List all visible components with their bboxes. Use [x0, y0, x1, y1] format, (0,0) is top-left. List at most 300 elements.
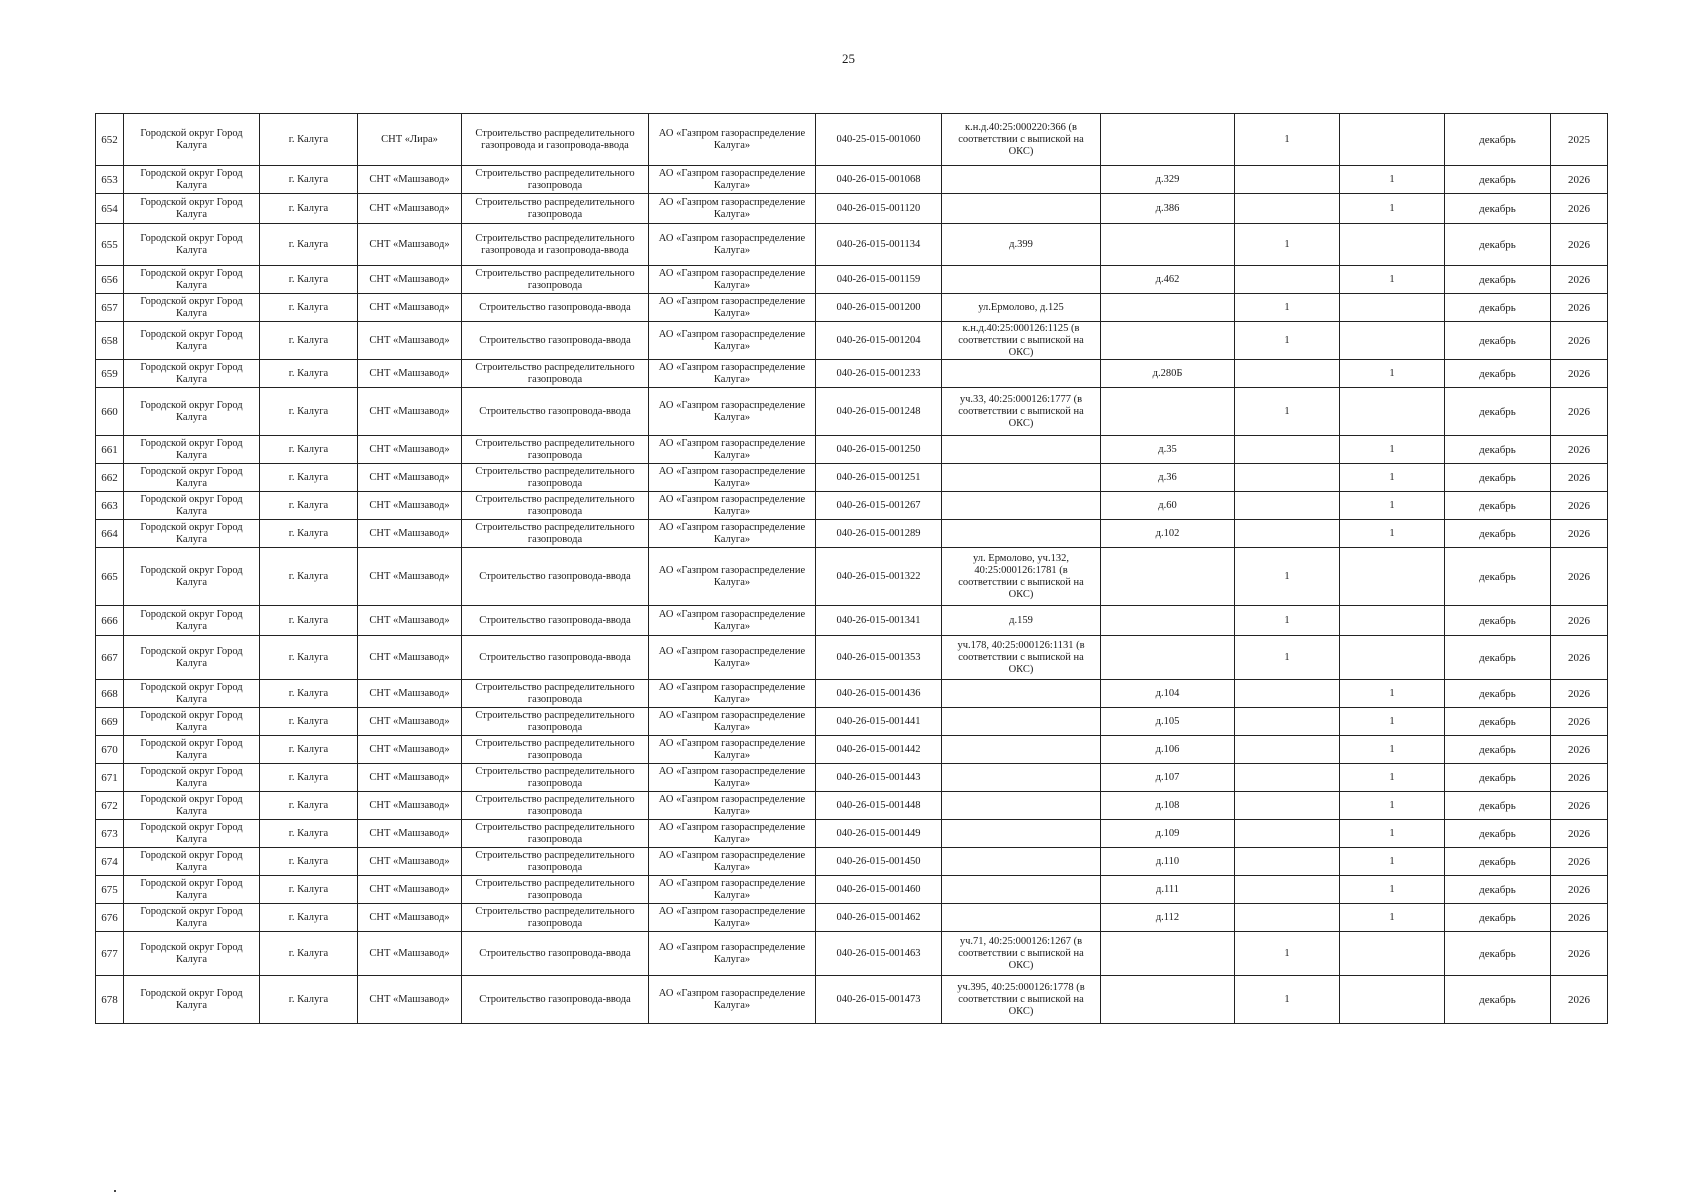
month-cell: декабрь [1445, 194, 1551, 224]
code-cell: 040-26-015-001322 [816, 548, 942, 606]
row-number: 653 [96, 166, 124, 194]
snt-cell: СНТ «Машзавод» [358, 492, 462, 520]
address-cell: уч.178, 40:25:000126:1131 (в соответствии с выпиской на ОКС) [942, 636, 1101, 680]
district-cell: Городской округ Город Калуга [124, 792, 260, 820]
count-inlet-cell [1235, 360, 1340, 388]
table-row [96, 876, 1608, 904]
code-cell: 040-26-015-001473 [816, 976, 942, 1024]
address-cell [942, 436, 1101, 464]
district-cell: Городской округ Город Калуга [124, 636, 260, 680]
count-inlet-cell [1235, 680, 1340, 708]
address-cell [942, 520, 1101, 548]
city-cell: г. Калуга [260, 636, 358, 680]
city-cell: г. Калуга [260, 764, 358, 792]
row-number: 652 [96, 114, 124, 166]
month-cell: декабрь [1445, 492, 1551, 520]
count-inlet-cell [1235, 166, 1340, 194]
house-cell: д.329 [1101, 166, 1235, 194]
count-inlet-cell [1235, 820, 1340, 848]
code-cell: 040-26-015-001250 [816, 436, 942, 464]
code-cell: 040-26-015-001134 [816, 224, 942, 266]
row-number: 668 [96, 680, 124, 708]
month-cell: декабрь [1445, 876, 1551, 904]
snt-cell: СНТ «Машзавод» [358, 294, 462, 322]
district-cell: Городской округ Город Калуга [124, 932, 260, 976]
district-cell: Городской округ Город Калуга [124, 194, 260, 224]
month-cell: декабрь [1445, 166, 1551, 194]
code-cell: 040-26-015-001233 [816, 360, 942, 388]
year-cell: 2026 [1551, 266, 1608, 294]
row-number: 669 [96, 708, 124, 736]
organization-cell: АО «Газпром газораспределение Калуга» [649, 294, 816, 322]
code-cell: 040-26-015-001462 [816, 904, 942, 932]
count-distribution-cell: 1 [1340, 492, 1445, 520]
table-row [96, 792, 1608, 820]
district-cell: Городской округ Город Калуга [124, 388, 260, 436]
address-cell [942, 820, 1101, 848]
count-inlet-cell [1235, 876, 1340, 904]
count-inlet-cell [1235, 520, 1340, 548]
count-inlet-cell: 1 [1235, 636, 1340, 680]
city-cell: г. Калуга [260, 520, 358, 548]
year-cell: 2026 [1551, 606, 1608, 636]
row-number: 655 [96, 224, 124, 266]
house-cell [1101, 294, 1235, 322]
work-type-cell: Строительство газопровода-ввода [462, 294, 649, 322]
row-number: 674 [96, 848, 124, 876]
city-cell: г. Калуга [260, 322, 358, 360]
organization-cell: АО «Газпром газораспределение Калуга» [649, 636, 816, 680]
district-cell: Городской округ Город Калуга [124, 976, 260, 1024]
city-cell: г. Калуга [260, 492, 358, 520]
work-type-cell: Строительство распределительного газопровода [462, 680, 649, 708]
table-row [96, 194, 1608, 224]
code-cell: 040-26-015-001248 [816, 388, 942, 436]
scan-dot [114, 1190, 116, 1192]
organization-cell: АО «Газпром газораспределение Калуга» [649, 464, 816, 492]
row-number: 658 [96, 322, 124, 360]
month-cell: декабрь [1445, 606, 1551, 636]
month-cell: декабрь [1445, 636, 1551, 680]
work-type-cell: Строительство газопровода-ввода [462, 636, 649, 680]
organization-cell: АО «Газпром газораспределение Калуга» [649, 764, 816, 792]
organization-cell: АО «Газпром газораспределение Калуга» [649, 224, 816, 266]
work-type-cell: Строительство распределительного газопровода [462, 876, 649, 904]
address-cell: д.399 [942, 224, 1101, 266]
house-cell: д.112 [1101, 904, 1235, 932]
month-cell: декабрь [1445, 764, 1551, 792]
address-cell [942, 904, 1101, 932]
year-cell: 2026 [1551, 764, 1608, 792]
city-cell: г. Калуга [260, 464, 358, 492]
code-cell: 040-26-015-001449 [816, 820, 942, 848]
year-cell: 2026 [1551, 294, 1608, 322]
code-cell: 040-26-015-001442 [816, 736, 942, 764]
address-cell [942, 792, 1101, 820]
table-row [96, 636, 1608, 680]
row-number: 656 [96, 266, 124, 294]
table-row [96, 464, 1608, 492]
district-cell: Городской округ Город Калуга [124, 114, 260, 166]
month-cell: декабрь [1445, 224, 1551, 266]
address-cell: уч.71, 40:25:000126:1267 (в соответствии с выпиской на ОКС) [942, 932, 1101, 976]
work-type-cell: Строительство распределительного газопровода [462, 360, 649, 388]
count-inlet-cell: 1 [1235, 606, 1340, 636]
table-row [96, 820, 1608, 848]
work-type-cell: Строительство распределительного газопровода [462, 266, 649, 294]
year-cell: 2026 [1551, 904, 1608, 932]
count-inlet-cell [1235, 436, 1340, 464]
city-cell: г. Калуга [260, 976, 358, 1024]
code-cell: 040-26-015-001251 [816, 464, 942, 492]
count-distribution-cell: 1 [1340, 792, 1445, 820]
district-cell: Городской округ Город Калуга [124, 548, 260, 606]
house-cell: д.280Б [1101, 360, 1235, 388]
year-cell: 2026 [1551, 194, 1608, 224]
count-distribution-cell: 1 [1340, 764, 1445, 792]
snt-cell: СНТ «Машзавод» [358, 764, 462, 792]
month-cell: декабрь [1445, 848, 1551, 876]
table-row [96, 166, 1608, 194]
row-number: 664 [96, 520, 124, 548]
district-cell: Городской округ Город Калуга [124, 876, 260, 904]
house-cell [1101, 224, 1235, 266]
snt-cell: СНТ «Машзавод» [358, 680, 462, 708]
month-cell: декабрь [1445, 464, 1551, 492]
table-row [96, 680, 1608, 708]
table-row [96, 708, 1608, 736]
organization-cell: АО «Газпром газораспределение Калуга» [649, 792, 816, 820]
year-cell: 2026 [1551, 520, 1608, 548]
address-cell: д.159 [942, 606, 1101, 636]
house-cell: д.462 [1101, 266, 1235, 294]
district-cell: Городской округ Город Калуга [124, 904, 260, 932]
snt-cell: СНТ «Лира» [358, 114, 462, 166]
city-cell: г. Калуга [260, 166, 358, 194]
house-cell [1101, 548, 1235, 606]
code-cell: 040-26-015-001204 [816, 322, 942, 360]
address-cell [942, 708, 1101, 736]
snt-cell: СНТ «Машзавод» [358, 224, 462, 266]
year-cell: 2026 [1551, 436, 1608, 464]
month-cell: декабрь [1445, 360, 1551, 388]
city-cell: г. Калуга [260, 932, 358, 976]
month-cell: декабрь [1445, 792, 1551, 820]
table-row [96, 848, 1608, 876]
address-cell [942, 266, 1101, 294]
organization-cell: АО «Газпром газораспределение Калуга» [649, 848, 816, 876]
house-cell [1101, 932, 1235, 976]
work-type-cell: Строительство распределительного газопровода [462, 764, 649, 792]
work-type-cell: Строительство распределительного газопровода [462, 520, 649, 548]
code-cell: 040-26-015-001289 [816, 520, 942, 548]
house-cell: д.108 [1101, 792, 1235, 820]
snt-cell: СНТ «Машзавод» [358, 266, 462, 294]
year-cell: 2026 [1551, 680, 1608, 708]
table-row [96, 114, 1608, 166]
table-row [96, 436, 1608, 464]
district-cell: Городской округ Город Калуга [124, 166, 260, 194]
row-number: 667 [96, 636, 124, 680]
organization-cell: АО «Газпром газораспределение Калуга» [649, 680, 816, 708]
count-distribution-cell [1340, 388, 1445, 436]
city-cell: г. Калуга [260, 736, 358, 764]
house-cell: д.60 [1101, 492, 1235, 520]
address-cell [942, 492, 1101, 520]
count-inlet-cell [1235, 266, 1340, 294]
house-cell [1101, 606, 1235, 636]
district-cell: Городской округ Город Калуга [124, 820, 260, 848]
year-cell: 2026 [1551, 976, 1608, 1024]
code-cell: 040-26-015-001441 [816, 708, 942, 736]
month-cell: декабрь [1445, 548, 1551, 606]
count-distribution-cell [1340, 548, 1445, 606]
year-cell: 2026 [1551, 932, 1608, 976]
district-cell: Городской округ Город Калуга [124, 736, 260, 764]
work-type-cell: Строительство газопровода-ввода [462, 932, 649, 976]
house-cell [1101, 636, 1235, 680]
year-cell: 2026 [1551, 464, 1608, 492]
code-cell: 040-26-015-001436 [816, 680, 942, 708]
code-cell: 040-26-015-001460 [816, 876, 942, 904]
snt-cell: СНТ «Машзавод» [358, 976, 462, 1024]
house-cell: д.105 [1101, 708, 1235, 736]
district-cell: Городской округ Город Калуга [124, 360, 260, 388]
city-cell: г. Калуга [260, 436, 358, 464]
row-number: 662 [96, 464, 124, 492]
table-row [96, 294, 1608, 322]
table-row [96, 548, 1608, 606]
district-cell: Городской округ Город Калуга [124, 224, 260, 266]
address-cell [942, 194, 1101, 224]
district-cell: Городской округ Город Калуга [124, 436, 260, 464]
count-distribution-cell: 1 [1340, 436, 1445, 464]
work-type-cell: Строительство газопровода-ввода [462, 322, 649, 360]
month-cell: декабрь [1445, 820, 1551, 848]
count-distribution-cell [1340, 322, 1445, 360]
count-distribution-cell: 1 [1340, 876, 1445, 904]
district-cell: Городской округ Город Калуга [124, 266, 260, 294]
organization-cell: АО «Газпром газораспределение Калуга» [649, 976, 816, 1024]
work-type-cell: Строительство распределительного газопровода [462, 436, 649, 464]
house-cell: д.111 [1101, 876, 1235, 904]
organization-cell: АО «Газпром газораспределение Калуга» [649, 606, 816, 636]
house-cell: д.109 [1101, 820, 1235, 848]
work-type-cell: Строительство распределительного газопровода [462, 492, 649, 520]
city-cell: г. Калуга [260, 294, 358, 322]
district-cell: Городской округ Город Калуга [124, 520, 260, 548]
row-number: 671 [96, 764, 124, 792]
district-cell: Городской округ Город Калуга [124, 464, 260, 492]
organization-cell: АО «Газпром газораспределение Калуга» [649, 520, 816, 548]
year-cell: 2026 [1551, 820, 1608, 848]
year-cell: 2026 [1551, 166, 1608, 194]
count-inlet-cell: 1 [1235, 932, 1340, 976]
city-cell: г. Калуга [260, 904, 358, 932]
count-inlet-cell [1235, 764, 1340, 792]
work-type-cell: Строительство распределительного газопровода и газопровода-ввода [462, 114, 649, 166]
year-cell: 2026 [1551, 322, 1608, 360]
address-cell: к.н.д.40:25:000126:1125 (в соответствии с выпиской на ОКС) [942, 322, 1101, 360]
address-cell [942, 876, 1101, 904]
month-cell: декабрь [1445, 708, 1551, 736]
snt-cell: СНТ «Машзавод» [358, 708, 462, 736]
work-type-cell: Строительство газопровода-ввода [462, 388, 649, 436]
organization-cell: АО «Газпром газораспределение Калуга» [649, 708, 816, 736]
address-cell [942, 764, 1101, 792]
count-inlet-cell [1235, 464, 1340, 492]
count-distribution-cell [1340, 606, 1445, 636]
snt-cell: СНТ «Машзавод» [358, 322, 462, 360]
address-cell [942, 360, 1101, 388]
snt-cell: СНТ «Машзавод» [358, 932, 462, 976]
organization-cell: АО «Газпром газораспределение Калуга» [649, 194, 816, 224]
organization-cell: АО «Газпром газораспределение Калуга» [649, 492, 816, 520]
row-number: 670 [96, 736, 124, 764]
row-number: 665 [96, 548, 124, 606]
organization-cell: АО «Газпром газораспределение Калуга» [649, 266, 816, 294]
address-cell [942, 166, 1101, 194]
year-cell: 2026 [1551, 224, 1608, 266]
city-cell: г. Калуга [260, 548, 358, 606]
work-type-cell: Строительство распределительного газопровода [462, 464, 649, 492]
month-cell: декабрь [1445, 932, 1551, 976]
city-cell: г. Калуга [260, 266, 358, 294]
code-cell: 040-26-015-001267 [816, 492, 942, 520]
count-distribution-cell [1340, 114, 1445, 166]
organization-cell: АО «Газпром газораспределение Калуга» [649, 876, 816, 904]
table-row [96, 266, 1608, 294]
count-distribution-cell: 1 [1340, 904, 1445, 932]
address-cell: ул. Ермолово, уч.132, 40:25:000126:1781 (в соответствии с выпиской на ОКС) [942, 548, 1101, 606]
month-cell: декабрь [1445, 436, 1551, 464]
month-cell: декабрь [1445, 266, 1551, 294]
row-number: 661 [96, 436, 124, 464]
address-cell: уч.33, 40:25:000126:1777 (в соответствии с выпиской на ОКС) [942, 388, 1101, 436]
snt-cell: СНТ «Машзавод» [358, 792, 462, 820]
city-cell: г. Калуга [260, 708, 358, 736]
code-cell: 040-26-015-001120 [816, 194, 942, 224]
snt-cell: СНТ «Машзавод» [358, 436, 462, 464]
organization-cell: АО «Газпром газораспределение Калуга» [649, 360, 816, 388]
table-row [96, 360, 1608, 388]
city-cell: г. Калуга [260, 792, 358, 820]
city-cell: г. Калуга [260, 876, 358, 904]
snt-cell: СНТ «Машзавод» [358, 388, 462, 436]
month-cell: декабрь [1445, 294, 1551, 322]
work-type-cell: Строительство распределительного газопровода [462, 792, 649, 820]
count-inlet-cell: 1 [1235, 114, 1340, 166]
table-row [96, 388, 1608, 436]
table-body [96, 114, 1608, 1024]
code-cell: 040-26-015-001341 [816, 606, 942, 636]
snt-cell: СНТ «Машзавод» [358, 606, 462, 636]
house-cell [1101, 976, 1235, 1024]
count-inlet-cell [1235, 736, 1340, 764]
snt-cell: СНТ «Машзавод» [358, 464, 462, 492]
year-cell: 2026 [1551, 708, 1608, 736]
city-cell: г. Калуга [260, 680, 358, 708]
city-cell: г. Калуга [260, 388, 358, 436]
table-row [96, 224, 1608, 266]
count-distribution-cell [1340, 976, 1445, 1024]
count-distribution-cell: 1 [1340, 166, 1445, 194]
work-type-cell: Строительство газопровода-ввода [462, 548, 649, 606]
snt-cell: СНТ «Машзавод» [358, 736, 462, 764]
code-cell: 040-25-015-001060 [816, 114, 942, 166]
table-row [96, 904, 1608, 932]
district-cell: Городской округ Город Калуга [124, 322, 260, 360]
work-type-cell: Строительство распределительного газопровода [462, 194, 649, 224]
month-cell: декабрь [1445, 680, 1551, 708]
year-cell: 2026 [1551, 792, 1608, 820]
year-cell: 2025 [1551, 114, 1608, 166]
count-distribution-cell: 1 [1340, 680, 1445, 708]
district-cell: Городской округ Город Калуга [124, 680, 260, 708]
code-cell: 040-26-015-001353 [816, 636, 942, 680]
organization-cell: АО «Газпром газораспределение Калуга» [649, 166, 816, 194]
count-inlet-cell: 1 [1235, 224, 1340, 266]
district-cell: Городской округ Город Калуга [124, 492, 260, 520]
organization-cell: АО «Газпром газораспределение Калуга» [649, 820, 816, 848]
count-distribution-cell [1340, 636, 1445, 680]
count-distribution-cell: 1 [1340, 266, 1445, 294]
address-cell [942, 680, 1101, 708]
work-type-cell: Строительство газопровода-ввода [462, 976, 649, 1024]
count-inlet-cell [1235, 792, 1340, 820]
year-cell: 2026 [1551, 736, 1608, 764]
count-inlet-cell [1235, 904, 1340, 932]
row-number: 675 [96, 876, 124, 904]
count-distribution-cell: 1 [1340, 736, 1445, 764]
count-distribution-cell: 1 [1340, 820, 1445, 848]
month-cell: декабрь [1445, 736, 1551, 764]
count-distribution-cell: 1 [1340, 464, 1445, 492]
row-number: 660 [96, 388, 124, 436]
count-distribution-cell: 1 [1340, 708, 1445, 736]
code-cell: 040-26-015-001443 [816, 764, 942, 792]
organization-cell: АО «Газпром газораспределение Калуга» [649, 904, 816, 932]
house-cell: д.102 [1101, 520, 1235, 548]
count-distribution-cell [1340, 932, 1445, 976]
house-cell [1101, 388, 1235, 436]
table-row [96, 520, 1608, 548]
count-distribution-cell: 1 [1340, 194, 1445, 224]
code-cell: 040-26-015-001200 [816, 294, 942, 322]
work-type-cell: Строительство распределительного газопровода [462, 848, 649, 876]
count-inlet-cell [1235, 708, 1340, 736]
district-cell: Городской округ Город Калуга [124, 606, 260, 636]
work-type-cell: Строительство распределительного газопровода [462, 166, 649, 194]
work-type-cell: Строительство распределительного газопровода [462, 708, 649, 736]
snt-cell: СНТ «Машзавод» [358, 194, 462, 224]
row-number: 659 [96, 360, 124, 388]
table-row [96, 932, 1608, 976]
snt-cell: СНТ «Машзавод» [358, 636, 462, 680]
house-cell: д.35 [1101, 436, 1235, 464]
count-inlet-cell [1235, 848, 1340, 876]
count-distribution-cell [1340, 294, 1445, 322]
city-cell: г. Калуга [260, 848, 358, 876]
house-cell: д.106 [1101, 736, 1235, 764]
row-number: 678 [96, 976, 124, 1024]
house-cell: д.110 [1101, 848, 1235, 876]
code-cell: 040-26-015-001159 [816, 266, 942, 294]
year-cell: 2026 [1551, 492, 1608, 520]
address-cell [942, 736, 1101, 764]
page-number: 25 [842, 51, 855, 66]
district-cell: Городской округ Город Калуга [124, 764, 260, 792]
